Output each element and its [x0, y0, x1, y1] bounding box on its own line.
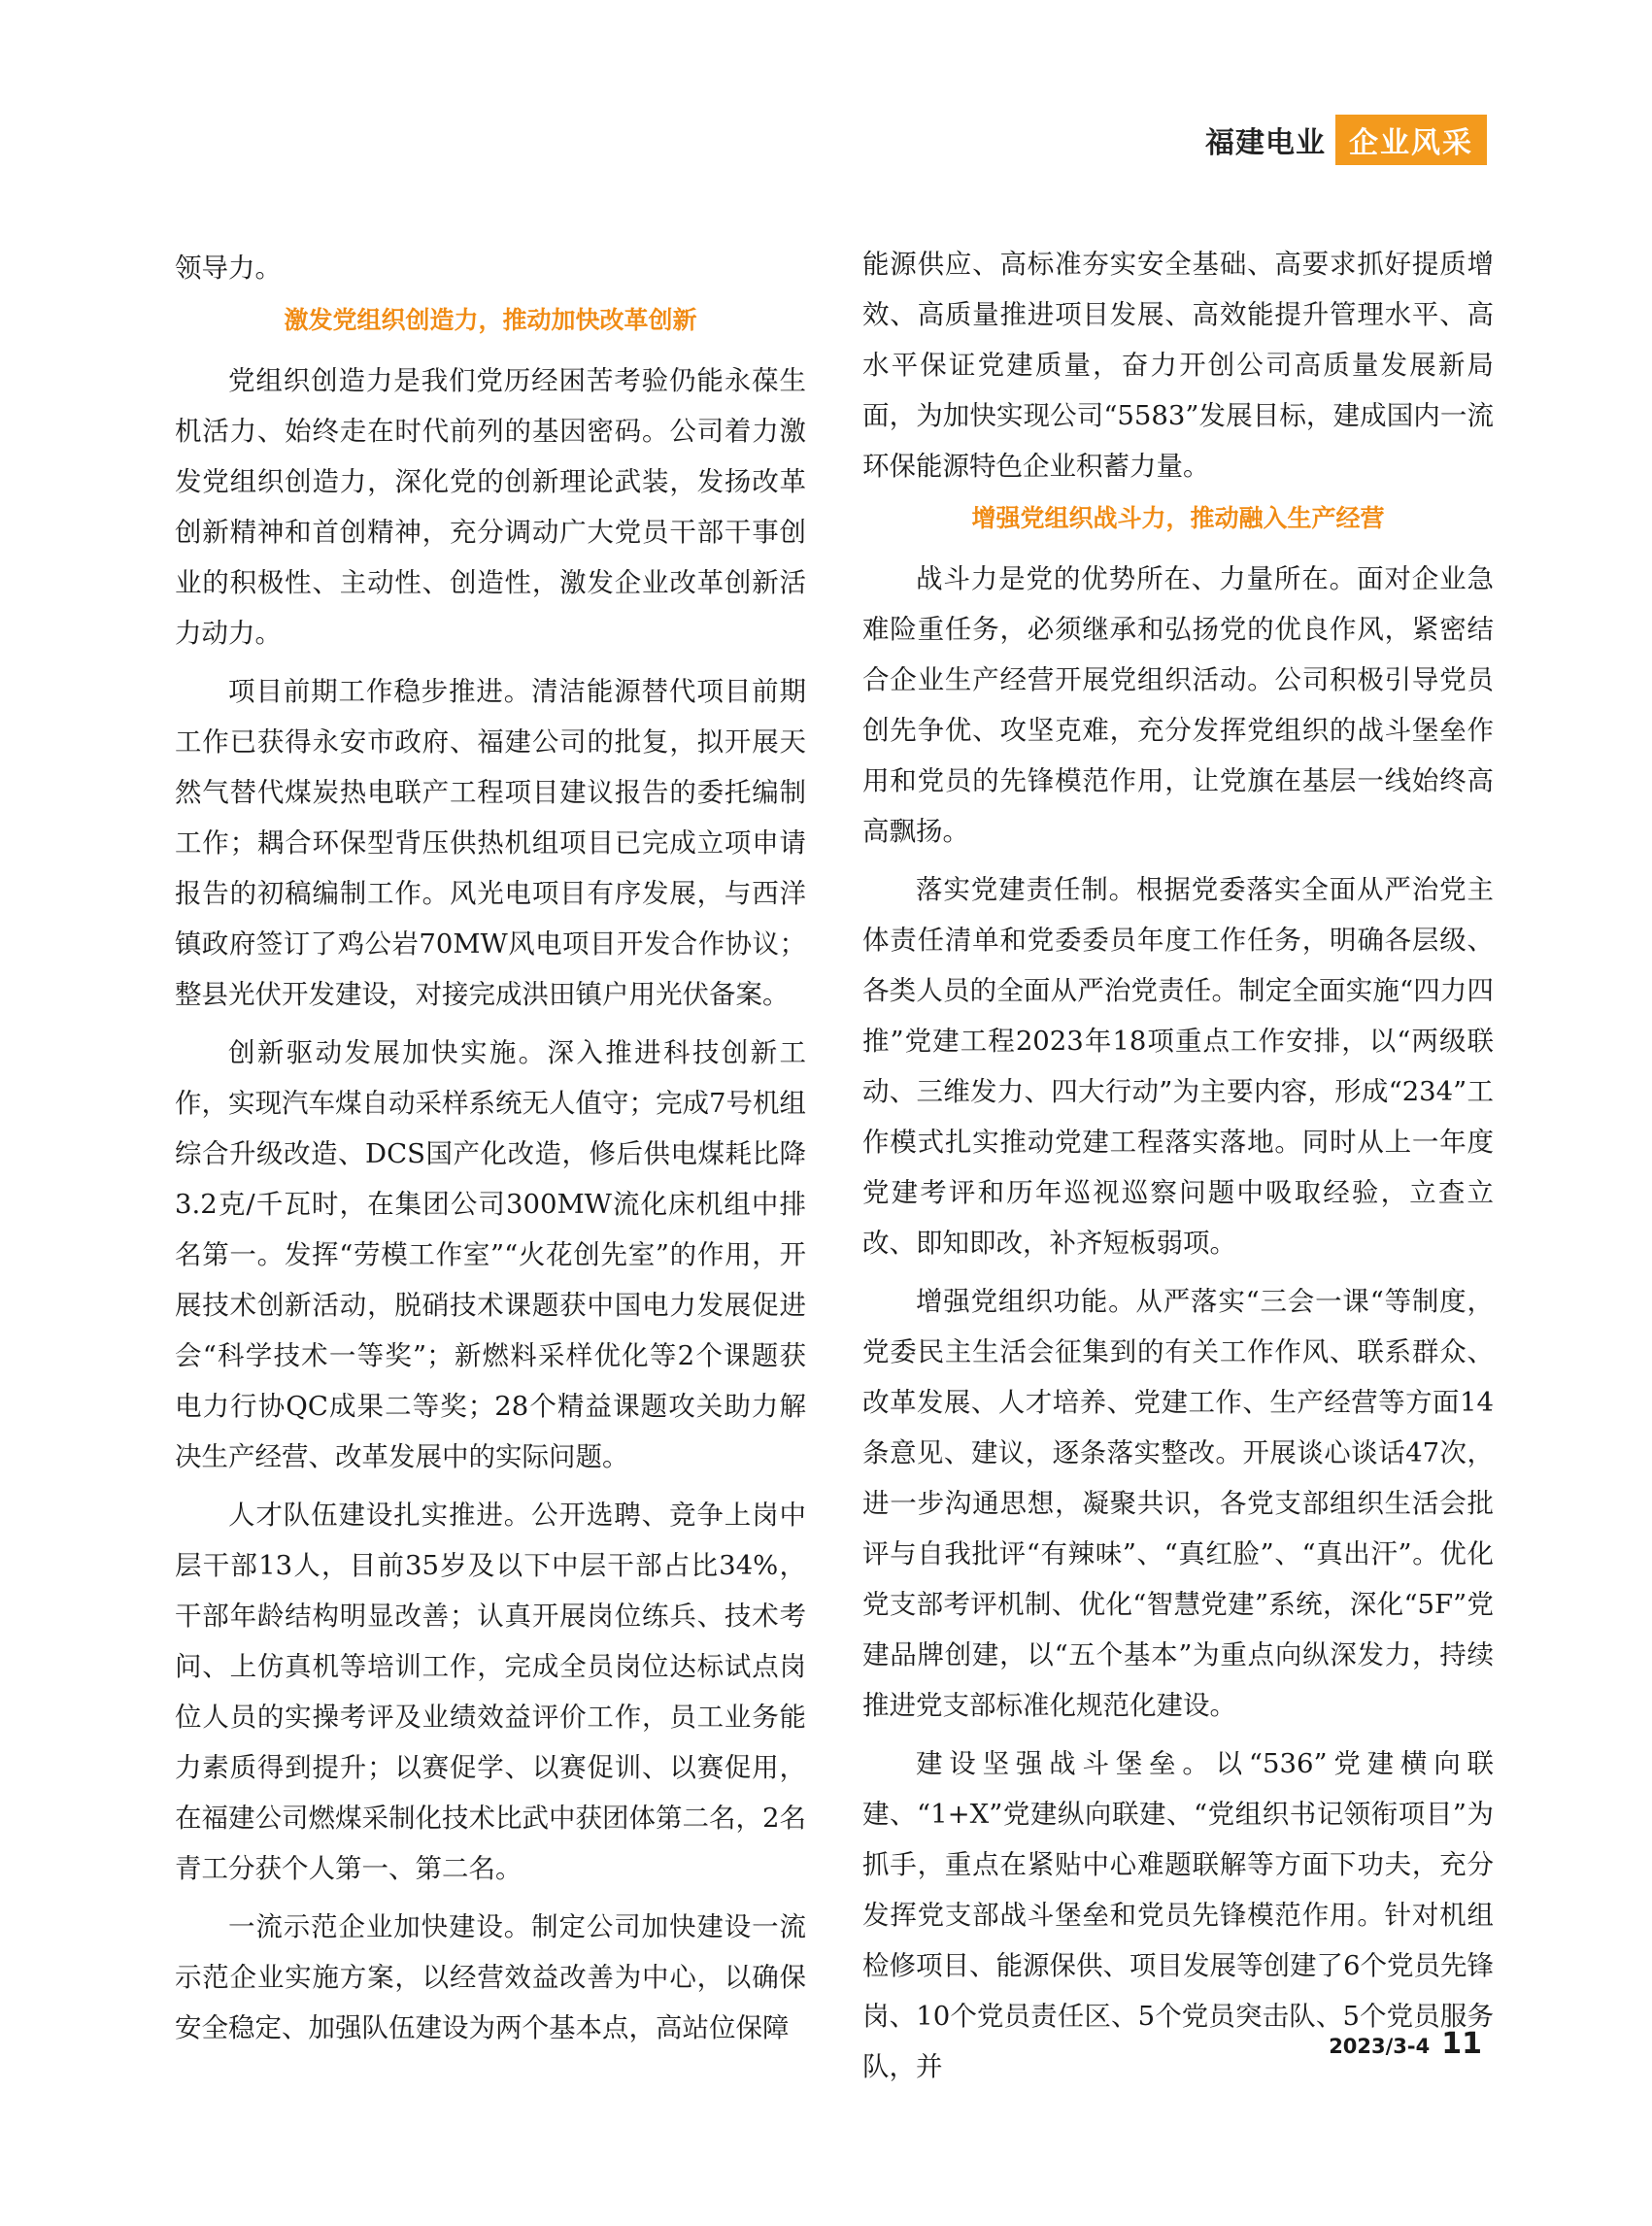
section-badge: 企业风采: [1335, 115, 1487, 165]
magazine-title: 福建电业: [1205, 126, 1326, 160]
paragraph: 一流示范企业加快建设。制定公司加快建设一流示范企业实施方案，以经营效益改善为中心，以确保安全稳定、加强队伍建设为两个基本点，高站位保障: [175, 1911, 806, 2043]
paragraph: 落实党建责任制。根据党委落实全面从严治党主体责任清单和党委委员年度工作任务，明确各层级、各类人员的全面从严治党责任。制定全面实施“四力四推”党建工程2023年18项重点工作安排，以“两级联动、三维发力、四大行动”为主要内容，形成“234”工作模式扎实推动党建工程落实落地。同时从上一年度党建考评和历年巡视巡察问题中吸取经验，立查立改、即知即改，补齐短板弱项。: [862, 874, 1494, 1259]
paragraph: 建设坚强战斗堡垒。以“536”党建横向联建、“1+X”党建纵向联建、“党组织书记领衔项目”为抓手，重点在紧贴中心难题联解等方面下功夫，充分发挥党支部战斗堡垒和党员先锋模范作用。针对机组检修项目、能源保供、项目发展等创建了6个党员先锋岗、10个党员责任区、5个党员突击队、5个党员服务队，并: [862, 1748, 1494, 2082]
page-number: 11: [1441, 2027, 1482, 2061]
right-column: [862, 239, 1494, 2092]
section-heading: 激发党组织创造力，推动加快改革创新: [284, 306, 697, 334]
paragraph: 战斗力是党的优势所在、力量所在。面对企业急难险重任务，必须继承和弘扬党的优良作风，紧密结合企业生产经营开展党组织活动。公司积极引导党员创先争优、攻坚克难，充分发挥党组织的战斗堡垒作用和党员的先锋模范作用，让党旗在基层一线始终高高飘扬。: [862, 563, 1494, 847]
paragraph: 人才队伍建设扎实推进。公开选聘、竞争上岗中层干部13人，目前35岁及以下中层干部占比34%，干部年龄结构明显改善；认真开展岗位练兵、技术考问、上仿真机等培训工作，完成全员岗位达标试点岗位人员的实操考评及业绩效益评价工作，员工业务能力素质得到提升；以赛促学、以赛促训、以赛促用，在福建公司燃煤采制化技术比武中获团体第二名，2名青工分获个人第一、第二名。: [175, 1500, 806, 1884]
section-heading: 增强党组织战斗力，推动融入生产经营: [971, 504, 1385, 532]
page-header: [1205, 115, 1487, 165]
paragraph: 领导力。: [175, 253, 282, 284]
paragraph: 项目前期工作稳步推进。清洁能源替代项目前期工作已获得永安市政府、福建公司的批复，拟开展天然气替代煤炭热电联产工程项目建议报告的委托编制工作；耦合环保型背压供热机组项目已完成立项申请报告的初稿编制工作。风光电项目有序发展，与西洋镇政府签订了鸡公岩70MW风电项目开发合作协议；整县光伏开发建设，对接完成洪田镇户用光伏备案。: [175, 676, 806, 1010]
paragraph: 增强党组织功能。从严落实“三会一课“等制度，党委民主生活会征集到的有关工作作风、联系群众、改革发展、人才培养、党建工作、生产经营等方面14条意见、建议，逐条落实整改。开展谈心谈话47次，进一步沟通思想，凝聚共识，各党支部组织生活会批评与自我批评“有辣味”、“真红脸”、“真出汗”。优化党支部考评机制、优化“智慧党建”系统，深化“5F”党建品牌创建，以“五个基本”为重点向纵深发力，持续推进党支部标准化规范化建设。: [862, 1286, 1494, 1721]
paragraph: 党组织创造力是我们党历经困苦考验仍能永葆生机活力、始终走在时代前列的基因密码。公司着力激发党组织创造力，深化党的创新理论武装，发扬改革创新精神和首创精神，充分调动广大党员干部干事创业的积极性、主动性、创造性，激发企业改革创新活力动力。: [175, 365, 806, 649]
page-footer: [1329, 2027, 1482, 2061]
issue-number: 2023/3-4: [1329, 2035, 1431, 2058]
paragraph: 能源供应、高标准夯实安全基础、高要求抓好提质增效、高质量推进项目发展、高效能提升管理水平、高水平保证党建质量，奋力开创公司高质量发展新局面，为加快实现公司“5583”发展目标，建成国内一流环保能源特色企业积蓄力量。: [862, 249, 1494, 482]
left-column: [175, 243, 806, 2053]
paragraph: 创新驱动发展加快实施。深入推进科技创新工作，实现汽车煤自动采样系统无人值守；完成7号机组综合升级改造、DCS国产化改造，修后供电煤耗比降3.2克/千瓦时，在集团公司300MW流化床机组中排名第一。发挥“劳模工作室”“火花创先室”的作用，开展技术创新活动，脱硝技术课题获中国电力发展促进会“科学技术一等奖”；新燃料采样优化等2个课题获电力行协QC成果二等奖；28个精益课题攻关助力解决生产经营、改革发展中的实际问题。: [175, 1037, 806, 1472]
